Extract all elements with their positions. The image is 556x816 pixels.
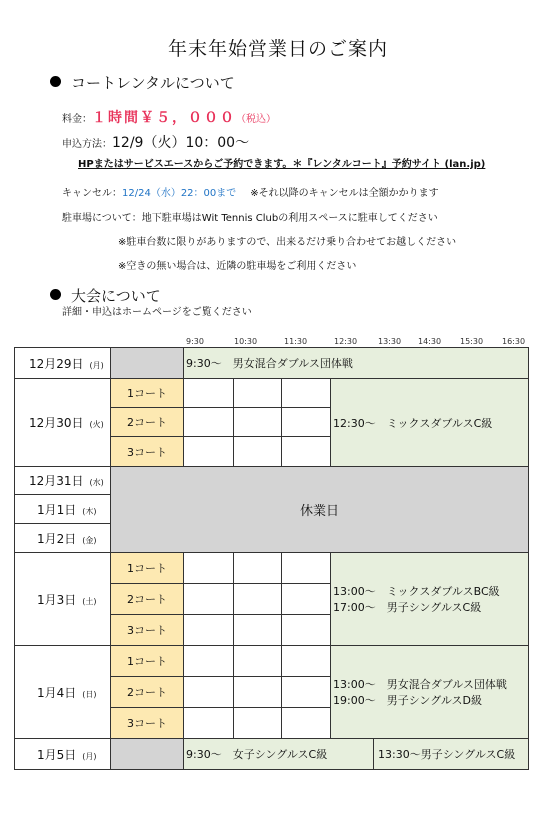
slot-cell[interactable]: [184, 646, 234, 677]
date-cell: 1月5日 (月): [15, 739, 111, 770]
time-header: 14:30: [418, 337, 442, 346]
bullet-icon: [50, 289, 61, 300]
court-label: 1コート: [111, 553, 184, 584]
slot-cell[interactable]: [184, 615, 234, 646]
slot-cell[interactable]: [184, 408, 234, 437]
event-cell: 13:00～ ミックスダブルスBC級 17:00～ 男子シングルスC級: [331, 553, 529, 646]
slot-cell[interactable]: [282, 677, 331, 708]
date-cell: 1月4日 (日): [15, 646, 111, 739]
tournament-subtext: 詳細・申込はホームページをご覧ください: [62, 307, 252, 318]
event-cell: 9:30～ 女子シングルスC級: [184, 739, 374, 770]
slot-cell[interactable]: [234, 408, 282, 437]
parking-line-2: ※駐車台数に限りがありますので、出来るだけ乗り合わせてお越しください: [118, 237, 457, 248]
date-cell: 1月3日 (土): [15, 553, 111, 646]
parking-line-1: 駐車場について：地下駐車場はWit Tennis Clubの利用スペースに駐車してください: [62, 213, 438, 224]
event-cell: 13:30～男子シングルスC級: [374, 739, 529, 770]
slot-cell[interactable]: [282, 379, 331, 408]
slot-cell[interactable]: [184, 708, 234, 739]
slot-cell[interactable]: [234, 677, 282, 708]
slot-cell[interactable]: [234, 584, 282, 615]
schedule-table: [14, 347, 529, 770]
time-header: 12:30: [334, 337, 358, 346]
date-cell: 1月1日 (木): [15, 495, 111, 524]
event-cell: 9:30～ 男女混合ダブルス団体戦: [184, 348, 529, 379]
parking-line-3: ※空きの無い場合は、近隣の駐車場をご利用ください: [118, 261, 357, 272]
court-label: 2コート: [111, 677, 184, 708]
time-header: 13:30: [378, 337, 402, 346]
cancel-value: 12/24（水）22：00まで: [122, 188, 237, 199]
slot-cell[interactable]: [282, 615, 331, 646]
court-label: 3コート: [111, 708, 184, 739]
court-rental-heading-text: コートレンタルについて: [71, 74, 235, 92]
holiday-cell: 休業日: [111, 467, 529, 553]
reservation-link[interactable]: HPまたはサービスエースからご予約できます。＊『レンタルコート』予約サイト (lan.jp): [78, 159, 486, 170]
table-row: [15, 739, 529, 770]
fee-label: 料金：: [62, 114, 92, 125]
court-label: 2コート: [111, 408, 184, 437]
date-cell: 12月31日 (水): [15, 467, 111, 495]
slot-cell[interactable]: [282, 408, 331, 437]
table-row: [15, 553, 529, 584]
slot-cell[interactable]: [282, 584, 331, 615]
slot-cell[interactable]: [184, 379, 234, 408]
cancel-label: キャンセル：: [62, 188, 122, 199]
table-row: [15, 348, 529, 379]
apply-label: 申込方法：: [62, 139, 112, 150]
time-header: 16:30: [502, 337, 526, 346]
slot-cell[interactable]: [282, 646, 331, 677]
slot-cell[interactable]: [234, 553, 282, 584]
slot-cell[interactable]: [184, 584, 234, 615]
slot-cell[interactable]: [234, 379, 282, 408]
table-row: [15, 379, 529, 408]
slot-cell[interactable]: [184, 677, 234, 708]
bullet-icon: [50, 76, 61, 87]
slot-cell[interactable]: [234, 708, 282, 739]
court-label: 2コート: [111, 584, 184, 615]
court-label: 1コート: [111, 646, 184, 677]
event-cell: 12:30～ ミックスダブルスC級: [331, 379, 529, 467]
fee-row: [62, 107, 276, 127]
court-label: 1コート: [111, 379, 184, 408]
slot-cell[interactable]: [184, 437, 234, 467]
page-title: 年末年始営業日のご案内: [167, 38, 388, 60]
apply-row: [62, 132, 249, 152]
cancel-row: [62, 184, 439, 199]
slot-cell[interactable]: [234, 615, 282, 646]
date-cell: 12月30日 (火): [15, 379, 111, 467]
table-row: [15, 467, 529, 495]
time-header: 15:30: [460, 337, 484, 346]
slot-cell[interactable]: [184, 553, 234, 584]
slot-cell[interactable]: [282, 437, 331, 467]
court-empty-cell: [111, 348, 184, 379]
cancel-note: ※それ以降のキャンセルは全額かかります: [250, 188, 439, 199]
time-header: 9:30: [186, 337, 204, 346]
slot-cell[interactable]: [234, 437, 282, 467]
event-cell: 13:00～ 男女混合ダブルス団体戦 19:00～ 男子シングルスD級: [331, 646, 529, 739]
date-cell: 12月29日 (月): [15, 348, 111, 379]
court-rental-heading: [50, 72, 235, 93]
date-cell: 1月2日 (金): [15, 524, 111, 553]
slot-cell[interactable]: [282, 708, 331, 739]
fee-tax: （税込）: [236, 114, 276, 125]
time-header: 11:30: [284, 337, 308, 346]
slot-cell[interactable]: [282, 553, 331, 584]
tournament-heading-text: 大会について: [71, 287, 161, 305]
court-label: 3コート: [111, 437, 184, 467]
court-empty-cell: [111, 739, 184, 770]
slot-cell[interactable]: [234, 646, 282, 677]
apply-value: 12/9（火）10：00～: [112, 135, 250, 151]
court-label: 3コート: [111, 615, 184, 646]
fee-value: １時間￥５，０００: [92, 110, 236, 126]
time-header: 10:30: [234, 337, 258, 346]
table-row: [15, 646, 529, 677]
